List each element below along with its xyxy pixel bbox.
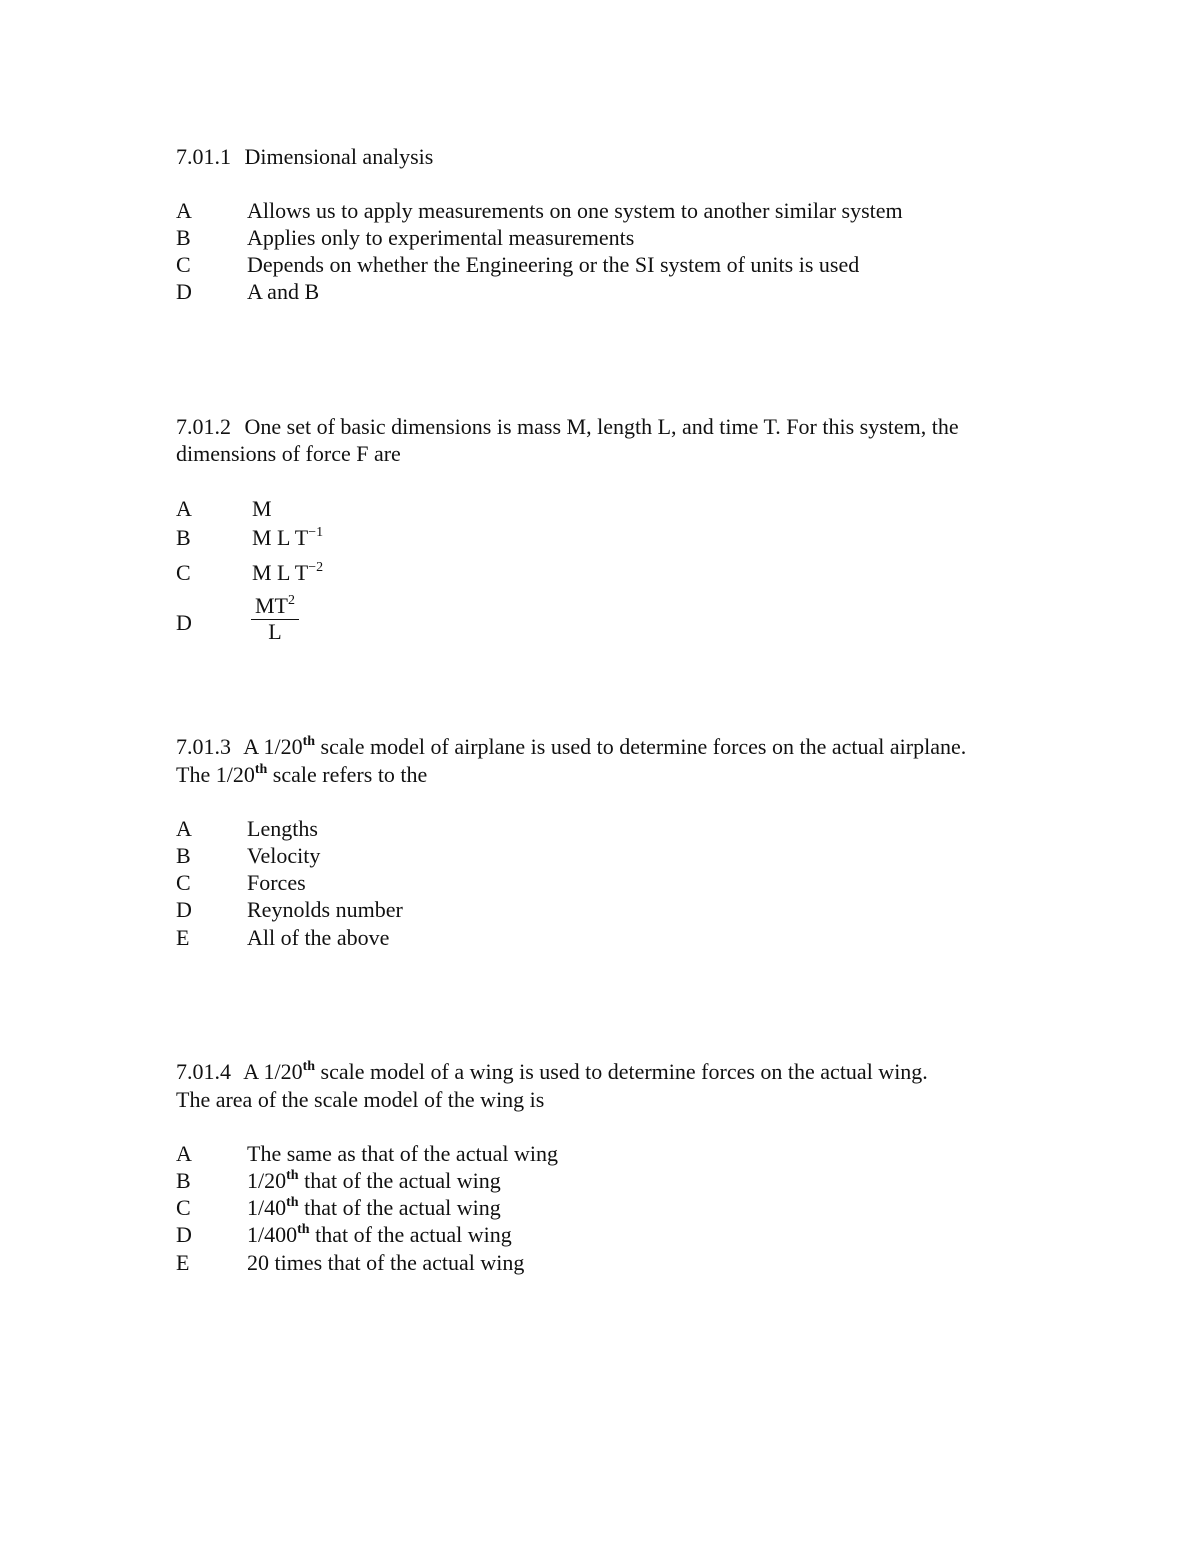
ordinal-suffix: th: [286, 1195, 299, 1210]
option-text: The same as that of the actual wing: [247, 1141, 558, 1166]
question-text-line-2: The area of the scale model of the wing is: [176, 1087, 545, 1112]
question-text-line-2-a: The 1/20: [176, 762, 255, 787]
question-number: 7.01.2: [176, 414, 231, 439]
question-number: 7.01.3: [176, 734, 231, 759]
question-3-stem: [176, 733, 1036, 789]
option-text: Velocity: [247, 843, 321, 868]
question-number: 7.01.4: [176, 1059, 231, 1084]
option-text: Applies only to experimental measurements: [247, 225, 635, 250]
formula-base: M L T: [252, 560, 309, 585]
option-letter: D: [176, 1222, 192, 1247]
option-letter: A: [176, 1141, 192, 1166]
option-text: 1/400th that of the actual wing: [247, 1222, 512, 1247]
question-text-line-1: One set of basic dimensions is mass M, length L, and time T. For this system, the: [244, 414, 959, 439]
question-text-b: scale model of a wing is used to determine forces on the actual wing.: [315, 1059, 928, 1084]
option-letter: A: [176, 816, 192, 841]
formula-base: M L T: [252, 525, 309, 550]
option-letter: B: [176, 1168, 191, 1193]
option-text: Depends on whether the Engineering or the SI system of units is used: [247, 252, 860, 277]
question-text-b: scale model of airplane is used to determine forces on the actual airplane.: [315, 734, 967, 759]
option-letter: C: [176, 1195, 191, 1220]
option-text: Lengths: [247, 816, 318, 841]
ordinal-suffix: th: [254, 762, 268, 777]
option-letter: D: [176, 610, 192, 635]
question-text-a: A 1/20: [243, 1059, 303, 1084]
option-text: Allows us to apply measurements on one system to another similar system: [247, 198, 903, 223]
fraction-denominator: L: [268, 619, 282, 644]
option-letter: B: [176, 843, 191, 868]
option-text: All of the above: [247, 925, 390, 950]
option-letter: B: [176, 225, 191, 250]
ordinal-suffix: th: [297, 1222, 310, 1237]
question-1-stem: [176, 143, 1036, 170]
option-formula: [252, 524, 323, 551]
option-text: Forces: [247, 870, 306, 895]
numerator-exponent: 2: [288, 593, 295, 608]
option-text: 1/20th that of the actual wing: [247, 1168, 501, 1193]
formula-exponent: −1: [308, 525, 324, 540]
ordinal-suffix: th: [302, 1059, 316, 1074]
question-number: 7.01.1: [176, 144, 231, 169]
formula-exponent: −2: [308, 560, 324, 575]
option-letter: C: [176, 252, 191, 277]
question-text-line-2-b: scale refers to the: [267, 762, 428, 787]
option-letter: C: [176, 560, 191, 585]
ordinal-suffix: th: [302, 734, 316, 749]
option-text: A and B: [247, 279, 320, 304]
fraction-numerator: $MT^2$: [251, 593, 299, 620]
option-text: 1/40th that of the actual wing: [247, 1195, 501, 1220]
fraction: [251, 593, 299, 644]
question-text-line-2: dimensions of force F are: [176, 441, 401, 466]
option-letter: B: [176, 525, 191, 550]
option-letter: C: [176, 870, 191, 895]
question-4-stem: [176, 1058, 1036, 1114]
option-letter: D: [176, 897, 192, 922]
option-letter: A: [176, 496, 192, 521]
option-letter: E: [176, 925, 190, 950]
option-text: Reynolds number: [247, 897, 403, 922]
option-letter: D: [176, 279, 192, 304]
question-text-a: A 1/20: [243, 734, 303, 759]
option-letter: E: [176, 1250, 190, 1275]
ordinal-suffix: th: [286, 1168, 299, 1183]
question-2-stem: [176, 413, 1036, 467]
option-letter: A: [176, 198, 192, 223]
option-formula: [252, 559, 323, 586]
question-text: Dimensional analysis: [244, 144, 434, 169]
option-text: 20 times that of the actual wing: [247, 1250, 525, 1275]
option-text: M: [252, 496, 272, 521]
